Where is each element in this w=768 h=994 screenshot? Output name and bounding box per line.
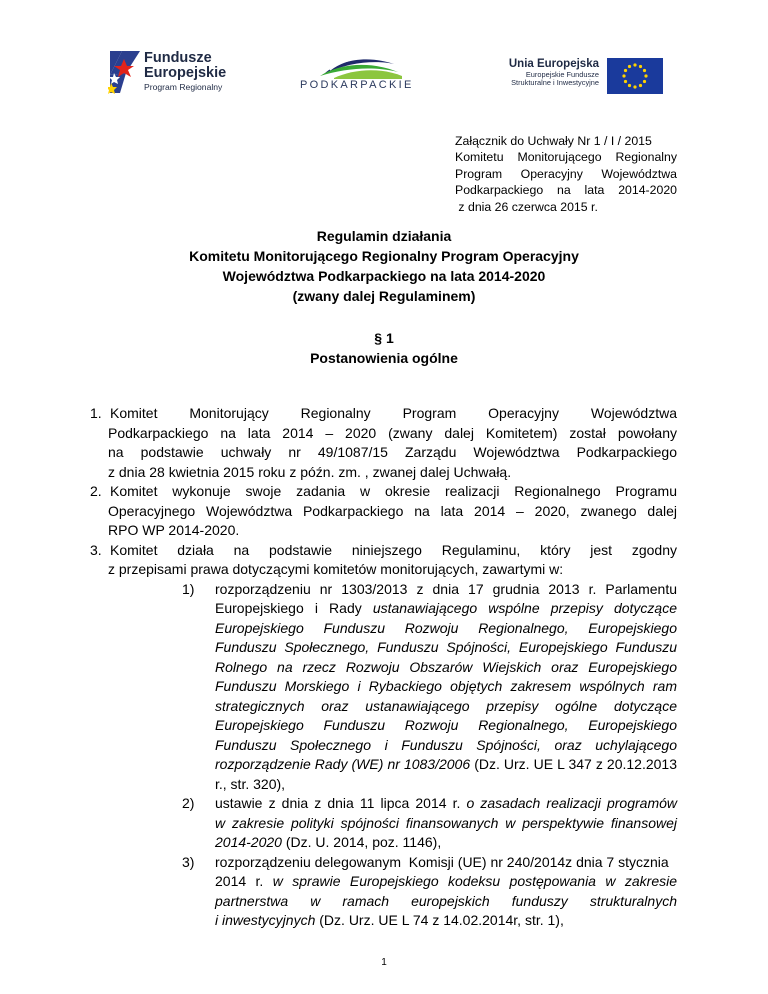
unia-europejska-logo — [495, 58, 663, 94]
text-line: Komitet działa na podstawie niniejszego Regulaminu, który jest zgodny — [110, 541, 677, 558]
attachment-line: Program Operacyjny Województwa — [455, 166, 677, 181]
text-line — [215, 619, 677, 639]
ue-line3: Strukturalne i Inwestycyjne — [511, 77, 599, 87]
italic-text: 2014-2020 — [215, 834, 282, 850]
italic-text: ustanawiającego wspólne przepisy dotyczące — [372, 600, 677, 616]
document-title — [0, 226, 768, 306]
attachment-line: z dnia 26 czerwca 2015 r. — [455, 199, 598, 214]
fe-line2: Europejskie — [144, 65, 227, 82]
text-line — [215, 638, 677, 658]
italic-text: w zakresie polityki spójności finansowanych w perspektywie finansowej — [215, 814, 677, 831]
italic-text: Europejskiego Funduszu Rozwoju Regionalnego, Europejskiego — [215, 619, 677, 636]
italic-text: Funduszu Społecznego i Funduszu Spójności, oraz uchylającego — [215, 736, 677, 753]
attachment-line: Załącznik do Uchwały Nr 1 / I / 2015 — [455, 134, 652, 148]
text-line — [215, 677, 677, 697]
fe-line3: Program Regionalny — [144, 82, 223, 93]
section-number: § 1 — [374, 330, 394, 346]
list-number: 1. — [90, 405, 102, 421]
attachment-note — [455, 133, 677, 215]
italic-text: rozporządzenie Rady (WE) nr 1083/2006 — [215, 756, 471, 772]
text-line — [215, 814, 677, 834]
title-line: Regulamin działania — [316, 228, 452, 244]
text-line: rozporządzeniu nr 1303/2013 z dnia 17 grudnia 2013 r. Parlamentu — [215, 580, 677, 597]
list-item — [90, 404, 677, 482]
plain-text: (Dz. Urz. UE L 347 z 20.12.2013 — [470, 756, 677, 772]
text-line — [215, 872, 677, 892]
podkarpackie-logo — [290, 52, 430, 96]
list-item — [90, 541, 677, 580]
text-line — [215, 658, 677, 678]
text-line — [215, 755, 677, 775]
italic-text: Funduszu Społecznego, Funduszu Spójności, Europejskiego Funduszu — [215, 639, 677, 655]
text-line: Podkarpackiego na lata 2014 – 2020 (zwany dalej Komitetem) został powołany — [108, 424, 677, 441]
text-line — [215, 716, 677, 736]
italic-text: o zasadach realizacji programów — [466, 795, 678, 811]
list-number: 3. — [90, 541, 102, 558]
italic-text: Europejskiego Funduszu Rozwoju Regionalnego, Europejskiego — [215, 717, 677, 733]
page-number: 1 — [381, 957, 387, 968]
text-line — [215, 599, 677, 619]
italic-text: partnerstwa w ramach europejskich funduszy strukturalnych — [215, 892, 677, 909]
text-line — [215, 794, 677, 814]
text-line — [215, 892, 677, 912]
sub-list-item — [182, 580, 677, 795]
plain-text: ustawie z dnia z dnia 11 lipca 2014 r. — [215, 795, 467, 811]
title-line: (zwany dalej Regulaminem) — [292, 288, 476, 304]
text-line: RPO WP 2014-2020. — [108, 522, 240, 538]
text-line: rozporządzeniu delegowanym Komisji (UE) nr 240/2014z dnia 7 stycznia — [215, 853, 669, 870]
eu-flag-icon — [607, 58, 663, 94]
podkarpackie-wordmark: PODKARPACKIE — [300, 79, 414, 91]
plain-text: (Dz. Urz. UE L 74 z 14.02.2014r, str. 1), — [315, 912, 564, 928]
section-header — [0, 328, 768, 368]
italic-text: i inwestycyjnych — [215, 912, 316, 928]
attachment-line: Komitetu Monitorującego Regionalny — [455, 150, 677, 165]
text-line: z przepisami prawa dotyczącymi komitetów monitorujących, zawartymi w: — [108, 561, 564, 577]
text-line: r., str. 320), — [215, 775, 286, 792]
text-line — [215, 697, 677, 717]
sub-list-item — [182, 794, 678, 853]
section-heading: Postanowienia ogólne — [310, 350, 458, 366]
text-line — [215, 736, 677, 756]
plain-text: (Dz. U. 2014, poz. 1146), — [281, 834, 442, 850]
fe-line1: Fundusze — [144, 50, 212, 66]
italic-text: w sprawie Europejskiego kodeksu postępowania w zakresie — [272, 873, 678, 889]
text-line: Komitet Monitorujący Regionalny Program Operacyjny Województwa — [110, 405, 677, 421]
sub-list-number: 1) — [182, 580, 195, 597]
text-line: z dnia 28 kwietnia 2015 roku z późn. zm. , zwanej dalej Uchwałą. — [108, 463, 512, 480]
text-line: Komitet wykonuje swoje zadania w okresie realizacji Regionalnego Programu — [110, 483, 677, 499]
podkarpackie-hills-icon — [290, 52, 430, 82]
italic-text: strategicznych oraz ustanawiającego przepisy ogólne dotyczące — [215, 697, 677, 714]
ue-line2: Europejskie Fundusze — [525, 69, 599, 79]
text-line: Operacyjnego Województwa Podkarpackiego na lata 2014 – 2020, zwanego dalej — [108, 502, 677, 519]
plain-text: Europejskiego i Rady — [215, 600, 373, 616]
text-line — [215, 833, 677, 853]
italic-text: Rolnego na rzecz Rozwoju Obszarów Wiejskich oraz Europejskiego — [215, 658, 677, 675]
fundusze-europejskie-logo — [108, 49, 248, 97]
sub-list-number: 2) — [182, 795, 195, 811]
list-number: 2. — [90, 483, 102, 499]
sub-list-number: 3) — [182, 853, 195, 870]
list-item — [90, 482, 677, 541]
attachment-line: Podkarpackiego na lata 2014-2020 — [455, 183, 677, 198]
italic-text: Funduszu Morskiego i Rybackiego objętych zakresem wspólnych ram — [215, 678, 677, 694]
sub-list-item — [182, 853, 678, 931]
title-line: Komitetu Monitorującego Regionalny Program Operacyjny — [189, 248, 579, 264]
fe-star-icon — [108, 49, 142, 95]
document-body — [90, 404, 677, 931]
title-line: Województwa Podkarpackiego na lata 2014-2020 — [222, 268, 546, 284]
plain-text: 2014 r. — [215, 873, 273, 889]
text-line: na podstawie uchwały nr 49/1087/15 Zarządu Województwa Podkarpackiego — [108, 444, 677, 460]
text-line — [215, 911, 677, 931]
ue-line1: Unia Europejska — [508, 58, 599, 70]
